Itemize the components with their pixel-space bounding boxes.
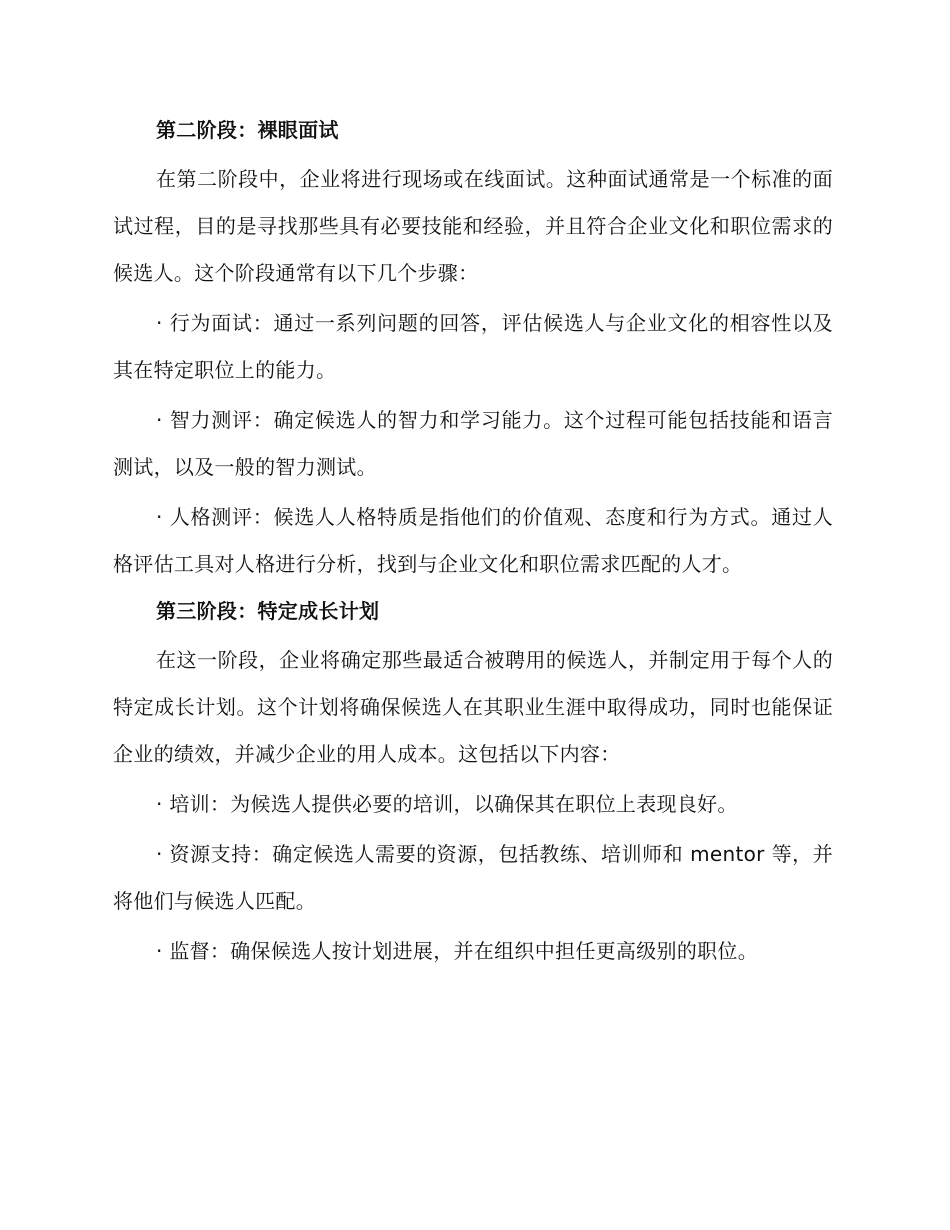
bullet-personality-assessment: · 人格测评：候选人人格特质是指他们的价值观、态度和行为方式。通过人格评估工具对人格进行分析，找到与企业文化和职位需求匹配的人才。 (113, 505, 833, 576)
section-heading-stage-2: 第二阶段：裸眼面试 (156, 118, 339, 142)
section-heading-stage-3: 第三阶段：特定成长计划 (156, 599, 380, 623)
paragraph-stage-3-intro: 在这一阶段，企业将确定那些最适合被聘用的候选人，并制定用于每个人的特定成长计划。这个计划将确保候选人在其职业生涯中取得成功，同时也能保证企业的绩效，并减少企业的用人成本。这包括以下内容： (113, 648, 833, 766)
bullet-supervision: · 监督：确保候选人按计划进展，并在组织中担任更高级别的职位。 (156, 939, 759, 963)
paragraph-stage-2-intro: 在第二阶段中，企业将进行现场或在线面试。这种面试通常是一个标准的面试过程，目的是寻找那些具有必要技能和经验，并且符合企业文化和职位需求的候选人。这个阶段通常有以下几个步骤： (113, 167, 833, 285)
document-body (113, 110, 833, 978)
bullet-resource-support: · 资源支持：确定候选人需要的资源，包括教练、培训师和 mentor 等，并将他们与候选人匹配。 (113, 842, 833, 913)
bullet-behavioral-interview: · 行为面试：通过一系列问题的回答，评估候选人与企业文化的相容性以及其在特定职位上的能力。 (113, 311, 833, 382)
bullet-training: · 培训：为候选人提供必要的培训，以确保其在职位上表现良好。 (156, 792, 738, 816)
bullet-intelligence-assessment: · 智力测评：确定候选人的智力和学习能力。这个过程可能包括技能和语言测试，以及一般的智力测试。 (113, 408, 833, 479)
